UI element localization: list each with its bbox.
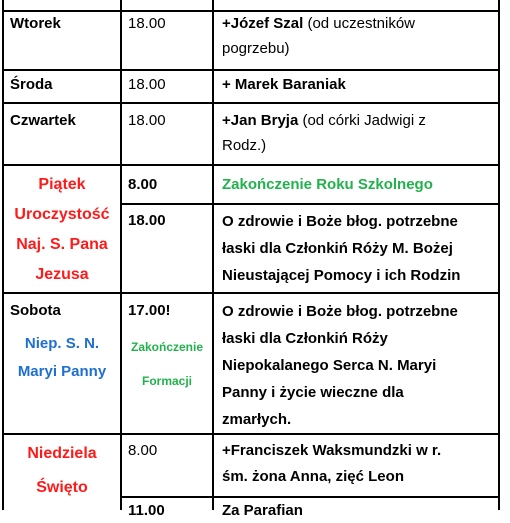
row-divider [120,496,500,498]
intention-line: zmarłych. [222,411,292,428]
intention-line: łaski dla Członkiń Róży M. Bożej [222,240,453,257]
feast-line: Maryi Panny [17,363,107,380]
day-line: Piątek [38,176,86,193]
intention-text [222,208,460,289]
day-label: Czwartek [10,112,76,129]
intention-line: łaski dla Członkiń Róży [222,330,388,347]
row-divider [2,433,500,435]
intention-note: (od uczestników [303,15,416,32]
feast-name [4,330,120,386]
row-divider [2,292,500,294]
day-line: Jezusa [35,266,89,283]
mass-time: 11.00 [128,502,165,519]
intention-line: Nieustającej Pomocy i ich Rodzin [222,267,461,284]
intention-note: pogrzebu) [222,40,290,57]
day-line: Naj. S. Pana [16,236,108,253]
intention-text: Zakończenie Roku Szkolnego [222,176,433,193]
intention-note: (od córki Jadwigi z [298,112,426,129]
intention-line: śm. żona Anna, zięć Leon [222,468,404,485]
intention-text [222,11,415,61]
intention-line: Panny i życie wieczne dla [222,384,404,401]
intention-name: +Jan Bryja [222,112,299,129]
row-divider [2,102,500,104]
intention-line: O zdrowie i Boże błog. potrzebne [222,303,458,320]
row-divider [2,164,500,166]
mass-time: 18.00 [128,212,166,229]
mass-time: 18.00 [128,76,166,93]
day-label-feast [4,170,120,290]
day-line: Święto [36,479,88,496]
feast-line: Niep. S. N. [24,335,100,352]
intention-text [222,438,441,490]
intention-line: Niepokalanego Serca N. Maryi [222,357,437,374]
intention-text [222,72,346,97]
day-label: Środa [10,76,53,93]
mass-time: 17.00! [128,302,171,319]
day-label-feast [4,437,120,505]
intention-note: Rodz.) [222,137,267,154]
intention-text [222,298,458,433]
mass-note-line: Zakończenie [130,340,204,354]
mass-time: 18.00 [128,112,166,129]
intention-text: Za Parafian [222,502,303,519]
mass-time: 8.00 [128,176,158,193]
row-divider [2,69,500,71]
day-label: Wtorek [10,15,61,32]
intention-text [222,108,426,158]
day-label: Sobota [10,302,61,319]
day-line: Niedziela [27,445,97,462]
intention-line: +Franciszek Waksmundzki w r. [222,442,442,459]
mass-time: 18.00 [128,15,166,32]
mass-note-line: Formacji [141,374,192,388]
day-line: Uroczystość [14,206,110,223]
intention-name: + Marek Baraniak [222,76,346,93]
intention-name: +Józef Szal [222,15,304,32]
row-divider [120,203,500,205]
intention-line: O zdrowie i Boże błog. potrzebne [222,213,458,230]
mass-time: 8.00 [128,442,158,459]
mass-note [122,330,212,398]
